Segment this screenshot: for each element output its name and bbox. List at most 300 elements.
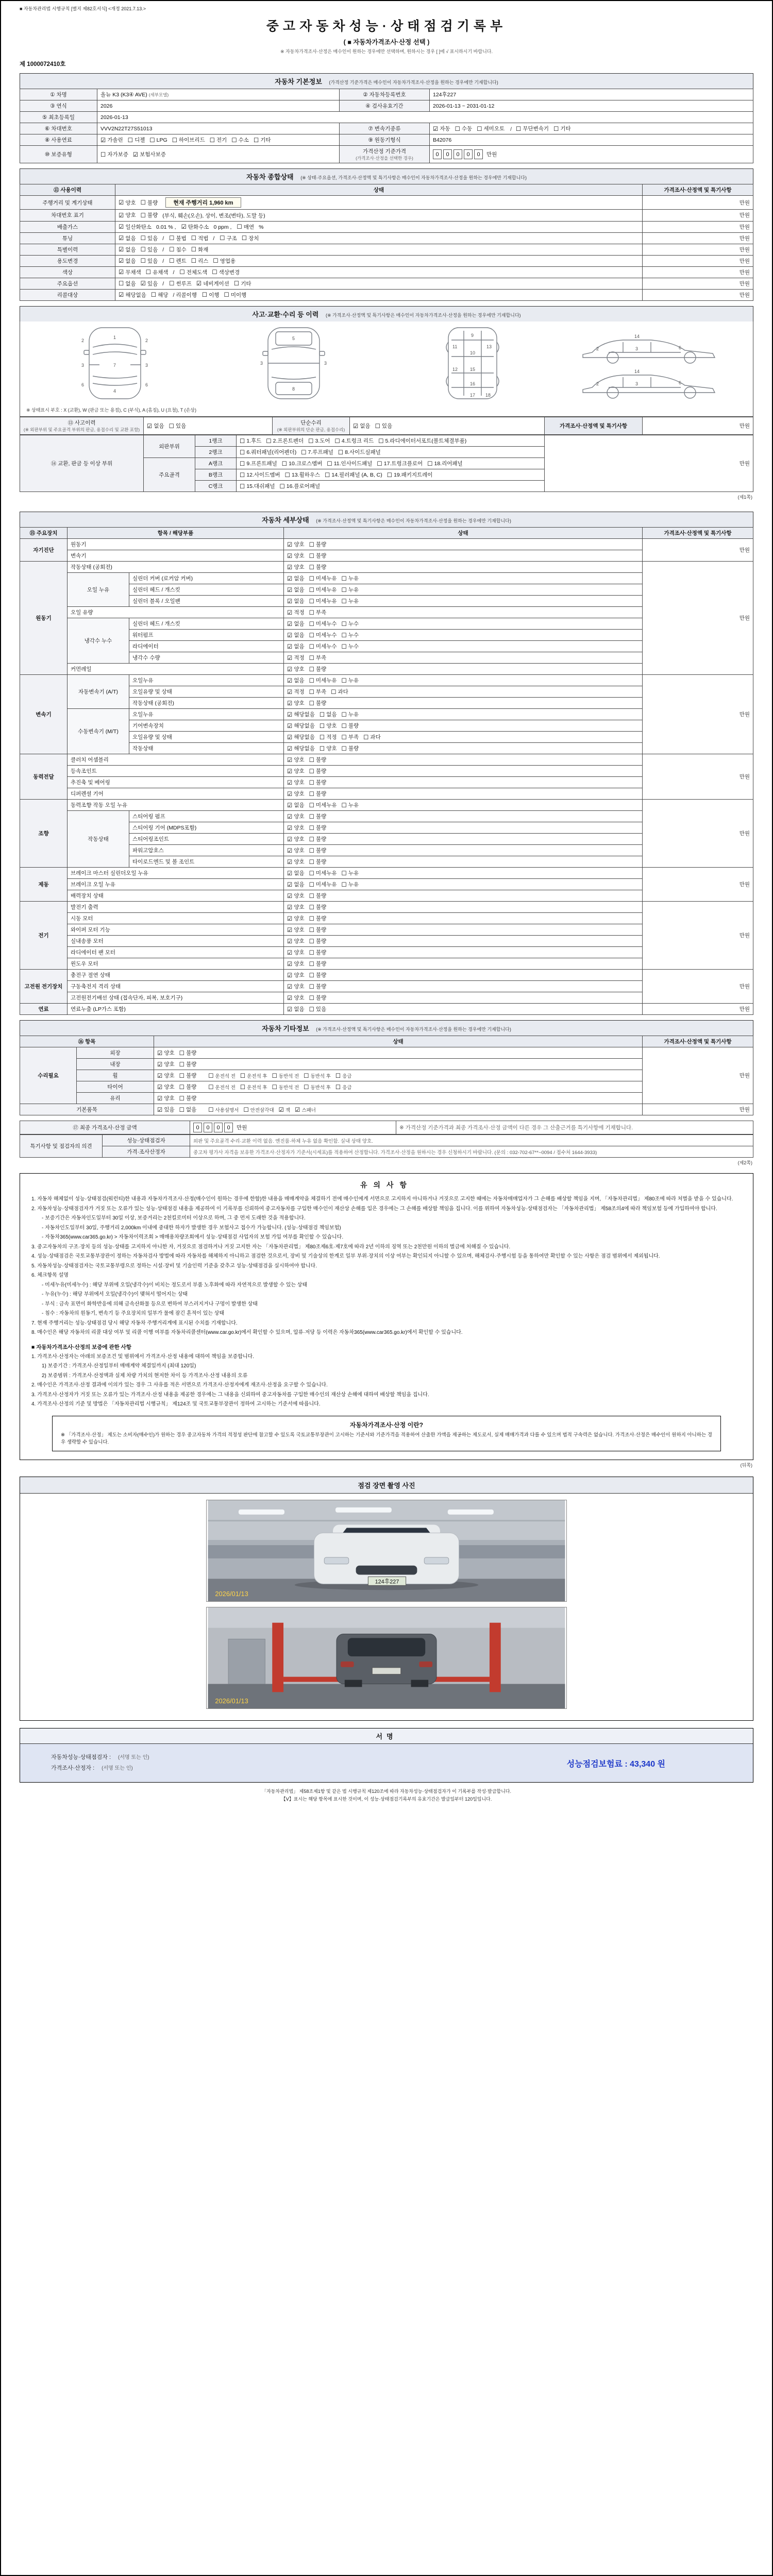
checkbox-option[interactable] [287,790,305,798]
checkbox-label: 양호 [125,199,136,206]
checkbox-label: 없음 [294,587,305,593]
checkbox-option[interactable] [309,688,327,696]
notice-paragraph: - 자동차365(www.car365.go.kr) > 자동차이력조회 > 매매용차량조회에서 성능·상태점검 사업자의 보험 가입 여부를 확인할 수 있습니다. [42,1234,344,1240]
notice-paragraph: 8. 매수인은 해당 자동차의 리콜 대상 여부 및 리콜 이행 여부를 자동차리콜센터(www.car.go.kr)에서 확인할 수 있으며, 압류·저당 등 이력은 자동차365(www.car365.go.kr)에서 확인할 수 있습니다. [31,1330,463,1335]
checkbox-option[interactable] [282,460,323,467]
item-label: 내장 [77,1059,154,1070]
sub-group-label: 작동상태 [68,811,129,868]
checkbox-option[interactable] [287,903,305,911]
checkbox-option[interactable] [304,1072,331,1079]
checkbox-option[interactable] [342,631,359,639]
checkbox-icon: ☐ [341,869,347,877]
checkbox-option[interactable] [157,1060,175,1068]
item-status [154,1081,643,1093]
checkbox-option[interactable] [287,631,305,639]
final-price-label: ⑰ 최종 가격조사·산정 금액 [20,1121,190,1134]
checkbox-option[interactable] [157,1106,175,1113]
checkbox-option[interactable] [119,246,136,253]
checkbox-option[interactable] [147,422,164,430]
checkbox-option[interactable] [287,948,305,956]
checkbox-option[interactable] [287,824,305,832]
checkbox-option[interactable] [141,246,158,253]
checkbox-icon: ☐ [240,460,245,467]
checkbox-option[interactable] [342,744,359,752]
checkbox-option[interactable] [179,1083,197,1091]
checkbox-icon: ☐ [516,125,522,132]
svg-text:3: 3 [635,346,638,351]
checkbox-option[interactable] [309,563,327,571]
checkbox-option[interactable] [100,136,123,144]
checkbox-option[interactable] [287,982,305,990]
checkbox-icon: ☐ [341,631,347,639]
checkbox-option[interactable] [224,291,247,299]
checkbox-label: 디젤 [135,137,145,143]
checkbox-option[interactable] [234,280,251,287]
checkbox-option[interactable] [287,597,305,605]
checkbox-icon: ☐ [309,563,314,571]
section-note: (※ 가격조사·산정액 및 특기사항은 매수인이 자동차가격조사·산정을 원하는 경우에만 기재합니다) [316,518,511,523]
checkbox-label: 양호 [294,950,305,956]
checkbox-option[interactable] [287,574,305,582]
checkbox-option[interactable] [477,125,505,132]
checkbox-option[interactable] [375,422,393,430]
checkbox-option[interactable] [179,268,207,276]
checkbox-option[interactable] [172,136,205,144]
checkbox-option[interactable] [287,892,305,900]
checkbox-option[interactable] [309,801,337,809]
checkbox-option[interactable] [208,1072,236,1079]
checkbox-option[interactable] [133,150,166,158]
item-status [284,879,643,890]
checkbox-option[interactable] [240,460,277,467]
checkbox-option[interactable] [342,620,359,628]
checkbox-option[interactable] [320,710,337,718]
checkbox-option[interactable] [309,971,327,979]
checkbox-option[interactable] [119,223,152,231]
checkbox-option[interactable] [240,1072,267,1079]
checkbox-option[interactable] [287,733,315,741]
checkbox-icon: ☐ [281,460,288,467]
checkbox-label: LPG [156,137,167,143]
checkbox-option[interactable] [342,574,359,582]
checkbox-option[interactable] [287,552,305,560]
inspector-sign-line[interactable]: 자동차성능·상태점검자 : (서명 또는 인) [51,1754,149,1761]
item-label: 타이어 [77,1081,154,1093]
checkbox-option[interactable] [309,631,337,639]
section-note: (※ 상태·주요옵션, 가격조사·산정액 및 특기사항은 매수인이 자동차가격조사·산정을 원하는 경우에만 기재합니다) [300,175,527,180]
checkbox-option[interactable] [141,211,158,219]
checkbox-option[interactable] [342,801,359,809]
notice-paragraph: - 누유(누수) : 해당 부위에서 오일(냉각수)이 맺혀서 떨어지는 상태 [42,1292,188,1297]
checkbox-option[interactable] [157,1049,175,1057]
section-title: 사고·교환·수리 등 이력 [252,311,319,318]
checkbox-option[interactable] [287,960,305,968]
checkbox-option[interactable] [320,733,337,741]
checkbox-option[interactable] [309,665,327,673]
checkbox-icon: ☑ [287,699,293,707]
svg-text:4: 4 [113,388,116,394]
checkbox-option[interactable] [342,880,359,888]
checkbox-option[interactable] [309,812,327,820]
checkbox-option[interactable] [210,136,227,144]
checkbox-option[interactable] [169,422,187,430]
checkbox-option[interactable] [287,926,305,934]
checkbox-option[interactable] [287,812,305,820]
checkbox-option[interactable] [309,994,327,1002]
checkbox-option[interactable] [287,676,305,684]
checkbox-icon: ☐ [140,211,146,219]
checkbox-icon: ☑ [295,1106,300,1113]
checkbox-icon: ☐ [335,1072,341,1079]
checkbox-option[interactable] [342,597,359,605]
checkbox-option[interactable] [309,926,327,934]
checkbox-label: 구조 [226,235,237,242]
checkbox-option[interactable] [179,1106,197,1113]
checkbox-option[interactable] [208,1083,236,1091]
checkbox-option[interactable] [191,234,209,242]
checkbox-option[interactable] [287,767,305,775]
svg-text:3: 3 [145,363,148,368]
price-appraisal-option[interactable]: ( ■ 자동차가격조사·산정 선택 ) [343,39,430,46]
checkbox-option[interactable] [309,756,327,764]
checkbox-option[interactable] [353,422,371,430]
field-label: ① 차명 [20,89,97,100]
checkbox-option[interactable] [141,199,158,207]
checkbox-option[interactable] [240,437,261,445]
checkbox-option[interactable] [427,460,462,467]
checkbox-option[interactable] [240,471,280,479]
checkbox-option[interactable] [309,676,337,684]
checkbox-option[interactable] [342,733,359,741]
checkbox-option[interactable] [309,982,327,990]
checkbox-option[interactable] [335,1072,352,1079]
inspector-opinion-text: 외판 및 주요골격 수리·교환 이력 없음. 엔진룸·하체 누유 없음 확인함. 실내 상태 양호. [190,1135,753,1146]
inline-text: (부식, 훼손(오손), 상이, 변조(변타), 도말 등) [162,212,265,219]
item-label: 작동상태 (공회전) [68,562,284,573]
item-status [284,550,643,562]
checkbox-icon: ☐ [179,1083,184,1091]
checkbox-option[interactable] [287,563,305,571]
checkbox-option[interactable] [309,790,327,798]
checkbox-option[interactable] [308,437,330,445]
fee-amount: 43,340 원 [630,1759,665,1769]
checkbox-option[interactable] [309,960,327,968]
checkbox-option[interactable] [119,199,136,207]
checkbox-option[interactable] [309,869,337,877]
checkbox-icon: ☐ [309,824,314,832]
checkbox-option[interactable] [309,1005,327,1013]
checkbox-option[interactable] [181,223,209,231]
checkbox-icon: ☐ [309,586,314,594]
checkbox-option[interactable] [179,1060,197,1068]
checkbox-option[interactable] [287,994,305,1002]
row-label: 주요옵션 [20,278,115,289]
checkbox-option[interactable] [363,733,381,741]
checkbox-option[interactable] [287,778,305,786]
checkbox-label: 사용설명서 [215,1107,239,1113]
checkbox-option[interactable] [179,1094,197,1102]
checkbox-option[interactable] [179,1049,197,1057]
checkbox-icon: ☑ [287,574,293,582]
checkbox-option[interactable] [287,744,315,752]
checkbox-option[interactable] [320,722,337,730]
checkbox-option[interactable] [309,552,327,560]
checkbox-option[interactable] [119,234,136,242]
checkbox-label: 양호 [294,961,305,967]
checkbox-option[interactable] [287,586,305,594]
checkbox-option[interactable] [553,125,571,132]
checkbox-option[interactable] [254,136,271,144]
checkbox-option[interactable] [141,257,158,265]
checkbox-label: 부족 [315,655,327,661]
price-cell: 만원 [643,562,753,675]
signature-title: 서명 [20,1728,753,1744]
checkbox-option[interactable] [287,608,305,616]
checkbox-option[interactable] [157,1094,175,1102]
checkbox-option[interactable] [212,268,240,276]
checkbox-option[interactable] [309,778,327,786]
checkbox-option[interactable] [149,137,167,144]
checkbox-option[interactable] [287,835,305,843]
checkbox-option[interactable] [287,801,305,809]
checkbox-label: 불량 [186,1061,197,1067]
checkbox-icon: ☑ [181,223,187,230]
checkbox-option[interactable] [455,125,473,132]
checkbox-option[interactable] [287,914,305,922]
checkbox-option[interactable] [309,903,327,911]
checkbox-option[interactable] [169,246,187,253]
checkbox-icon: ☑ [287,631,293,639]
checkbox-option[interactable] [309,914,327,922]
item-status [284,664,643,675]
checkbox-option[interactable] [287,722,315,730]
checkbox-option[interactable] [342,722,359,730]
checkbox-option[interactable] [231,136,249,144]
checkbox-option[interactable] [169,257,187,265]
notice-paragraph: 6. 체크항목 설명 [31,1273,69,1278]
checkbox-option[interactable] [119,257,136,265]
checkbox-label: 양호 [326,745,337,752]
signer-lines [51,1752,149,1774]
checkbox-option[interactable] [287,665,305,673]
checkbox-option[interactable] [240,1083,267,1091]
checkbox-option[interactable] [301,448,333,456]
checkbox-option[interactable] [304,1083,331,1091]
checkbox-option[interactable] [320,744,337,752]
checkbox-icon: ☐ [341,733,347,741]
svg-text:5: 5 [292,336,295,341]
checkbox-option[interactable] [309,642,337,650]
checkbox-option[interactable] [191,257,209,265]
checkbox-option[interactable] [309,608,327,616]
checkbox-option[interactable] [309,948,327,956]
checkbox-label: 불량 [315,814,327,820]
checkbox-option[interactable] [287,858,305,866]
checkbox-option[interactable] [309,597,337,605]
checkbox-option[interactable] [279,1106,291,1113]
checkbox-option[interactable] [237,223,254,231]
checkbox-option[interactable] [208,1106,239,1113]
checkbox-label: 미세누유 [315,677,337,684]
checkbox-option[interactable] [309,574,337,582]
item-label: 고전원전기배선 상태 (접속단자, 피복, 보호기구) [68,992,284,1004]
checkbox-option[interactable] [169,280,192,287]
checkbox-label: 불량 [315,904,327,910]
checkbox-option[interactable] [119,291,146,299]
warranty-options [97,146,340,163]
checkbox-option[interactable] [287,846,305,854]
checkbox-label: 16.플로어패널 [286,483,321,489]
checkbox-option[interactable] [387,471,433,479]
checkbox-option[interactable] [309,880,337,888]
checkbox-option[interactable] [287,642,305,650]
sub-group-label: 수동변속기 (M/T) [68,709,129,754]
checkbox-option[interactable] [325,471,382,479]
checkbox-option[interactable] [287,756,305,764]
checkbox-option[interactable] [287,540,305,548]
checkbox-option[interactable] [516,125,549,132]
checkbox-label: 양호 [294,984,305,990]
inline-text: / [173,269,175,276]
table-header-row [20,184,753,196]
checkbox-option[interactable] [309,858,327,866]
checkbox-option[interactable] [309,937,327,945]
checkbox-option[interactable] [287,688,305,696]
item-status [284,562,643,573]
checkbox-label: 불량 [315,666,327,672]
checkbox-option[interactable] [202,291,220,299]
checkbox-label: 없음 [125,235,136,242]
checkbox-icon: ☐ [220,234,225,242]
amount-digit: 0 [453,149,462,159]
checkbox-option[interactable] [285,471,320,479]
checkbox-option[interactable] [309,586,337,594]
inline-text: / [162,258,164,264]
checkbox-option[interactable] [243,1106,274,1113]
checkbox-option[interactable] [309,699,327,707]
checkbox-option[interactable] [309,654,327,662]
checkbox-option[interactable] [378,437,466,445]
opinion-section-label: 특기사항 및 점검자의 의견 [20,1135,103,1158]
checkbox-option[interactable] [309,892,327,900]
checkbox-option[interactable] [309,846,327,854]
checkbox-option[interactable] [141,234,158,242]
checkbox-icon: ☐ [309,767,314,775]
checkbox-option[interactable] [342,869,359,877]
checkbox-option[interactable] [272,1083,299,1091]
checkbox-icon: ☑ [157,1049,163,1057]
checkbox-option[interactable] [342,642,359,650]
checkbox-option[interactable] [287,654,305,662]
checkbox-label: 누유 [348,587,359,593]
checkbox-option[interactable] [327,460,372,467]
checkbox-option[interactable] [146,268,169,276]
checkbox-option[interactable] [213,257,236,265]
checkbox-icon: ☐ [191,234,197,242]
checkbox-option[interactable] [433,125,450,132]
checkbox-option[interactable] [240,448,296,456]
checkbox-option[interactable] [287,620,305,628]
checkbox-option[interactable] [279,482,320,490]
checkbox-option[interactable] [220,234,237,242]
checkbox-option[interactable] [335,437,374,445]
checkbox-option[interactable] [287,1005,305,1013]
checkbox-option[interactable] [309,824,327,832]
checkbox-option[interactable] [119,211,136,219]
checkbox-label: 침수 [176,246,187,253]
checkbox-option[interactable] [100,150,128,158]
checkbox-icon: ☑ [287,880,293,888]
checkbox-icon: ☑ [100,136,106,144]
checkbox-icon: ☐ [169,257,175,264]
checkbox-icon: ☐ [341,597,347,605]
item-status [284,618,643,630]
checkbox-option[interactable] [309,767,327,775]
checkbox-label: 양호 [294,553,305,559]
checkbox-label: 불량 [315,779,327,786]
checkbox-option[interactable] [287,710,315,718]
checkbox-option[interactable] [119,268,141,276]
checkbox-option[interactable] [295,1106,316,1113]
checkbox-option[interactable] [151,291,169,299]
table-header-row [20,1036,753,1047]
checkbox-option[interactable] [287,971,305,979]
checkbox-option[interactable] [191,246,209,253]
checkbox-option[interactable] [342,586,359,594]
price-appraisal-note: ※ 자동차가격조사·산정은 매수인이 원하는 경우에만 선택하며, 원하시는 경우 [ ]에 √ 표시하시기 바랍니다. [280,49,493,54]
checkbox-option[interactable] [287,880,305,888]
checkbox-option[interactable] [119,280,136,287]
checkbox-icon: ☑ [287,960,293,968]
checkbox-option[interactable] [287,937,305,945]
appraiser-sign-line[interactable]: 가격조사·산정자 : (서명 또는 인) [51,1765,133,1772]
checkbox-option[interactable] [240,482,275,490]
checkbox-label: 해당없음 [294,734,315,740]
rank-label: 1랭크 [195,435,237,447]
checkbox-option[interactable] [287,869,305,877]
device-label: 전기 [20,902,68,970]
checkbox-option[interactable] [309,540,327,548]
checkbox-option[interactable] [242,234,259,242]
checkbox-option[interactable] [342,710,359,718]
amount-digit: 0 [214,1123,223,1132]
checkbox-option[interactable] [331,688,348,696]
detail-row [20,539,753,550]
checkbox-option[interactable] [141,280,158,287]
checkbox-option[interactable] [128,136,145,144]
checkbox-icon: ☑ [287,835,293,843]
checkbox-option[interactable] [266,437,304,445]
checkbox-option[interactable] [309,620,337,628]
checkbox-option[interactable] [287,699,305,707]
checkbox-option[interactable] [309,835,327,843]
checkbox-option[interactable] [157,1072,175,1079]
checkbox-option[interactable] [157,1083,175,1091]
checkbox-option[interactable] [169,234,187,242]
notice-paragraph: - 미세누유(미세누수) : 해당 부위에 오일(냉각수)이 비치는 정도로서 부품 노후화에 따라 자연적으로 발생할 수 있는 상태 [42,1282,308,1288]
checkbox-option[interactable] [335,1083,352,1091]
checkbox-option[interactable] [196,280,229,287]
checkbox-option[interactable] [342,676,359,684]
checkbox-option[interactable] [179,1072,197,1079]
checkbox-label: 양호 [294,700,305,706]
checkbox-option[interactable] [377,460,423,467]
checkbox-icon: ☑ [157,1094,163,1102]
checkbox-icon: ☐ [327,460,332,467]
checkbox-option[interactable] [338,448,381,456]
section-detailed-condition [20,512,753,527]
checkbox-option[interactable] [272,1072,299,1079]
